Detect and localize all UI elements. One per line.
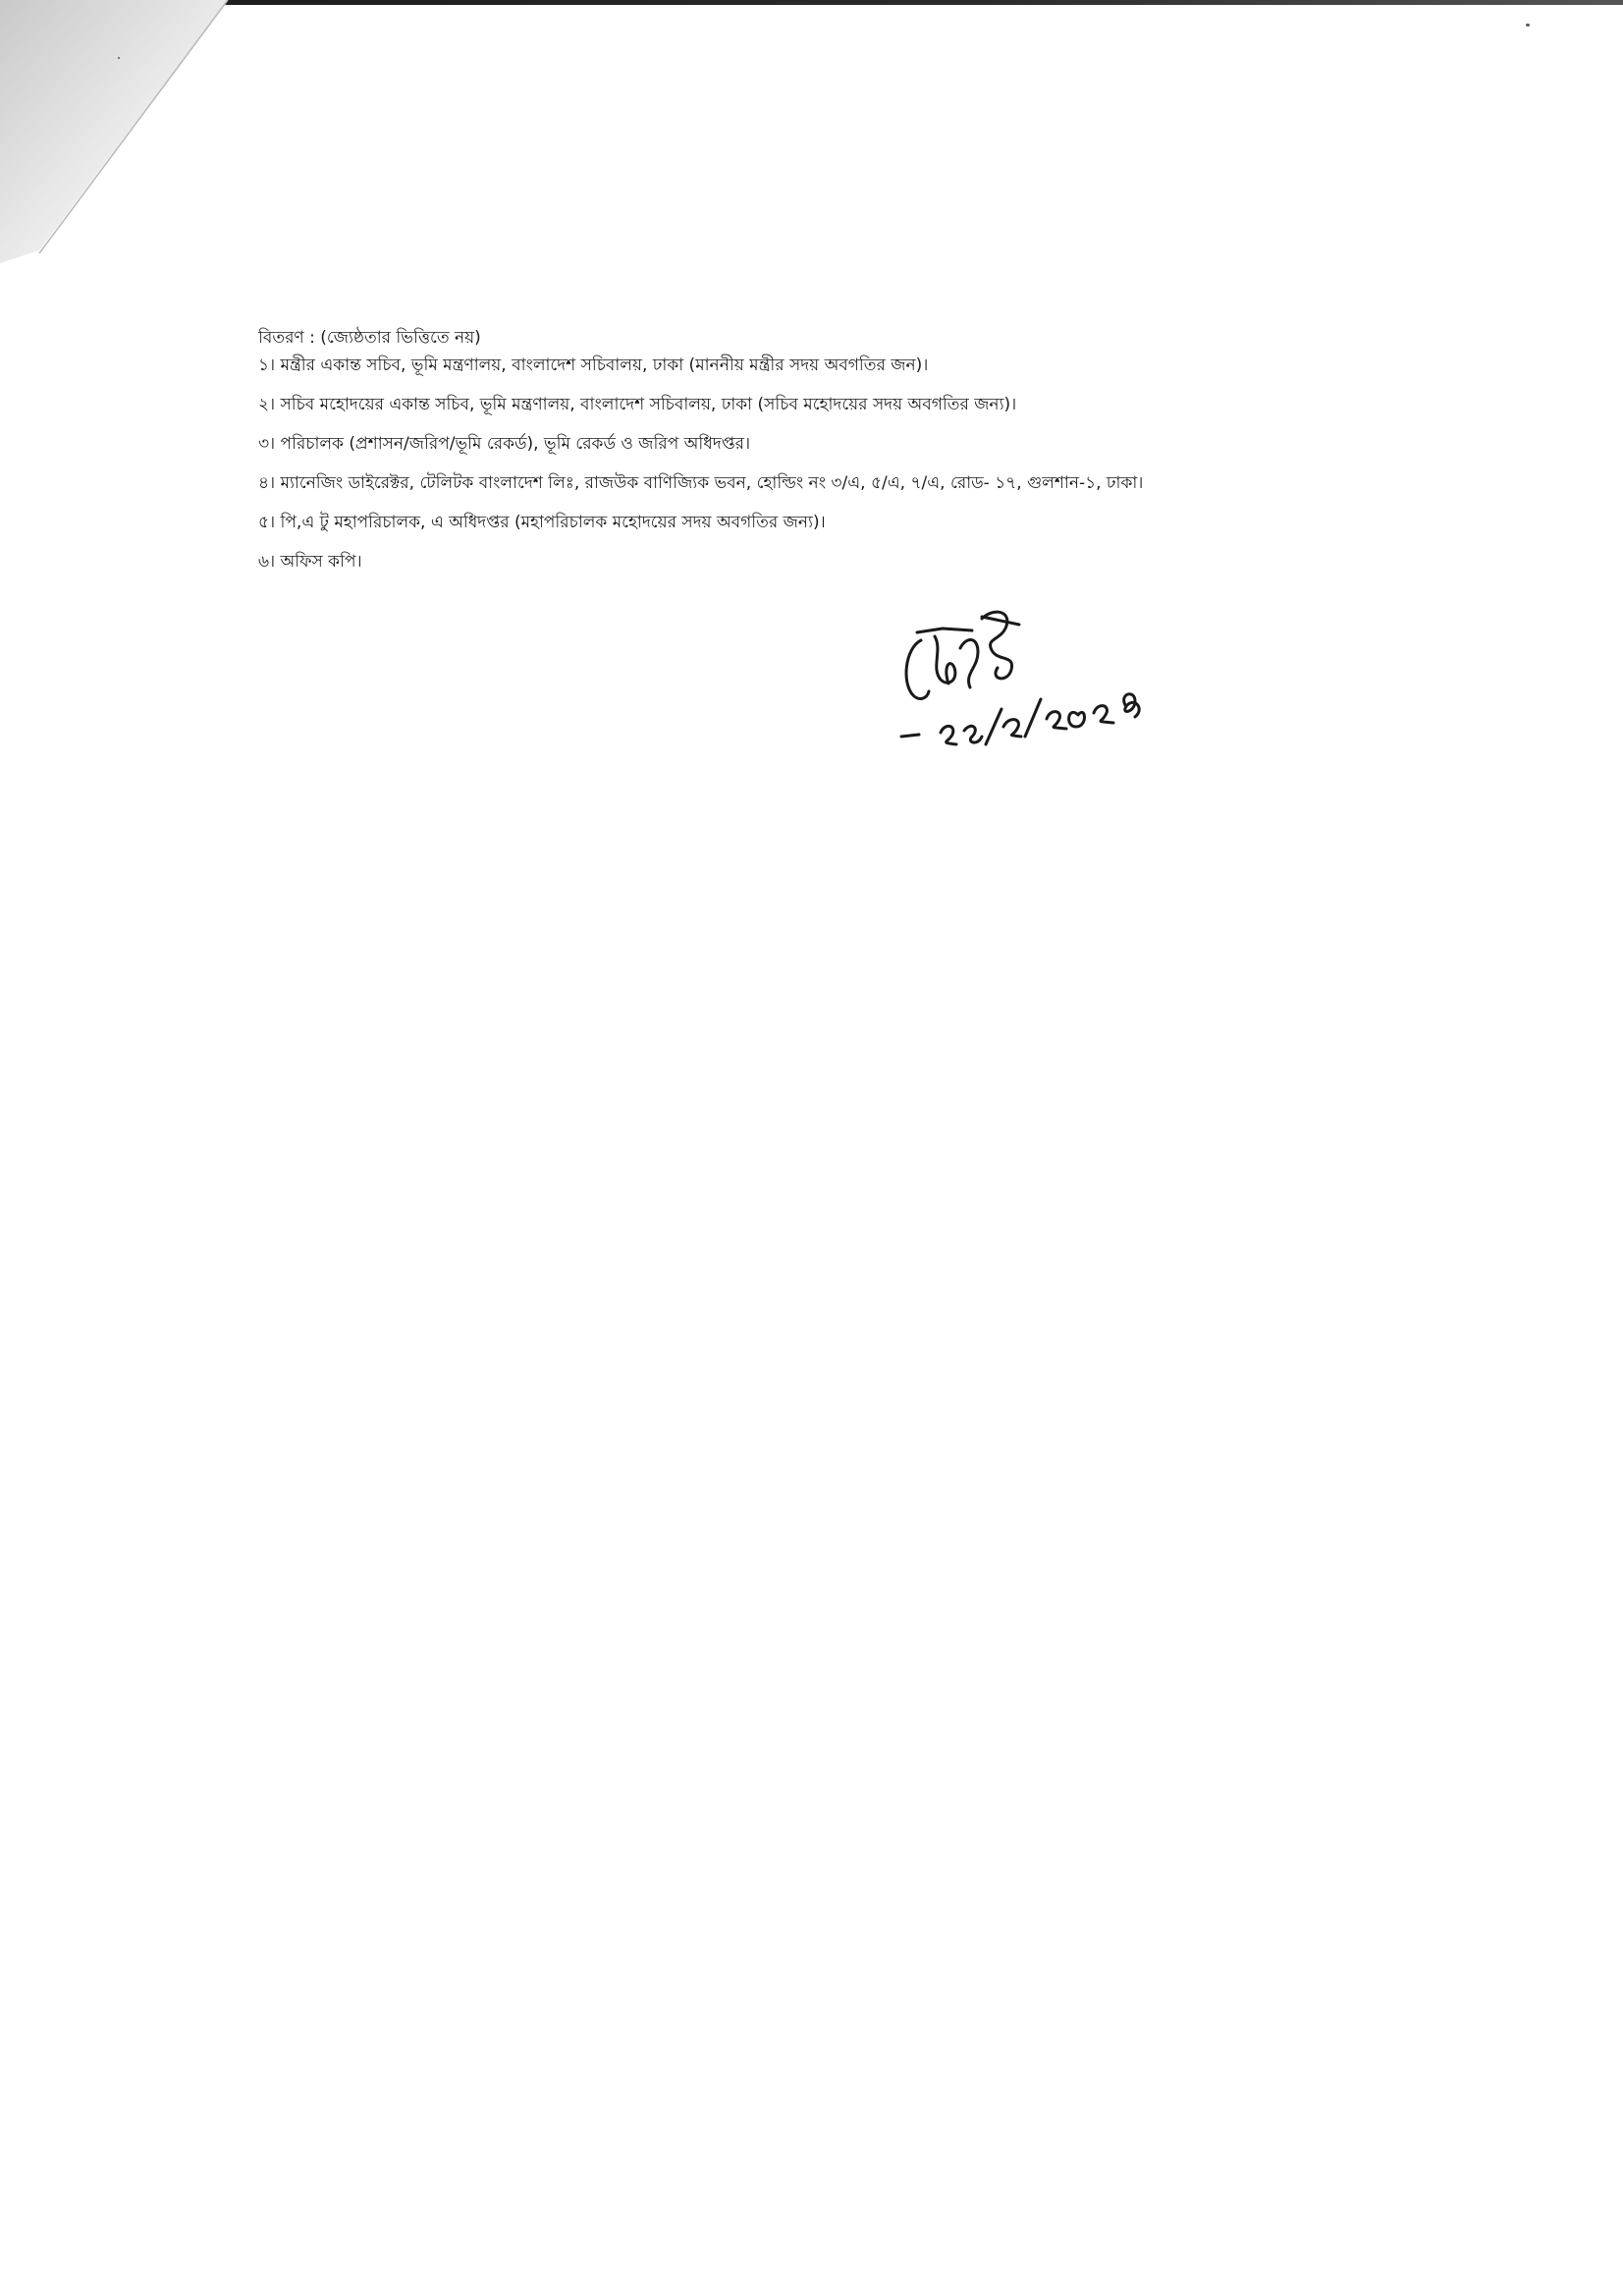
scan-speck: [118, 57, 120, 59]
distribution-item: ৬। অফিস কপি।: [258, 552, 362, 572]
scan-speck: [1526, 24, 1530, 27]
handwritten-signature: [884, 589, 1198, 766]
distribution-section: [258, 326, 1535, 589]
distribution-list: [258, 354, 1535, 589]
distribution-item: ২। সচিব মহোদয়ের একান্ত সচিব, ভূমি মন্ত্রণালয়, বাংলাদেশ সচিবালয়, ঢাকা (সচিব মহোদয়ের সদয় অবগতির জন্য)।: [258, 395, 1017, 414]
signature-drawing: [884, 589, 1198, 766]
scan-top-edge: [0, 0, 1623, 5]
distribution-item: ৪। ম্যানেজিং ডাইরেক্টর, টেলিটক বাংলাদেশ লিঃ, রাজউক বাণিজ্যিক ভবন, হোল্ডিং নং ৩/এ, ৫/এ, ৭/এ, রোড- ১৭, গুলশান-১, ঢাকা।: [258, 473, 1144, 493]
distribution-item: ৩। পরিচালক (প্রশাসন/জরিপ/ভূমি রেকর্ড), ভূমি রেকর্ড ও জরিপ অধিদপ্তর।: [258, 434, 751, 454]
distribution-item: ১। মন্ত্রীর একান্ত সচিব, ভূমি মন্ত্রণালয়, বাংলাদেশ সচিবালয়, ঢাকা (মাননীয় মন্ত্রীর সদয় অবগতির জন)।: [258, 355, 929, 375]
distribution-heading: বিতরণ : (জ্যেষ্ঠতার ভিত্তিতে নয়): [258, 328, 481, 348]
folded-corner-shadow: [0, 0, 236, 265]
distribution-item: ৫। পি,এ টু মহাপরিচালক, এ অধিদপ্তর (মহাপরিচালক মহোদয়ের সদয় অবগতির জন্য)।: [258, 513, 826, 532]
